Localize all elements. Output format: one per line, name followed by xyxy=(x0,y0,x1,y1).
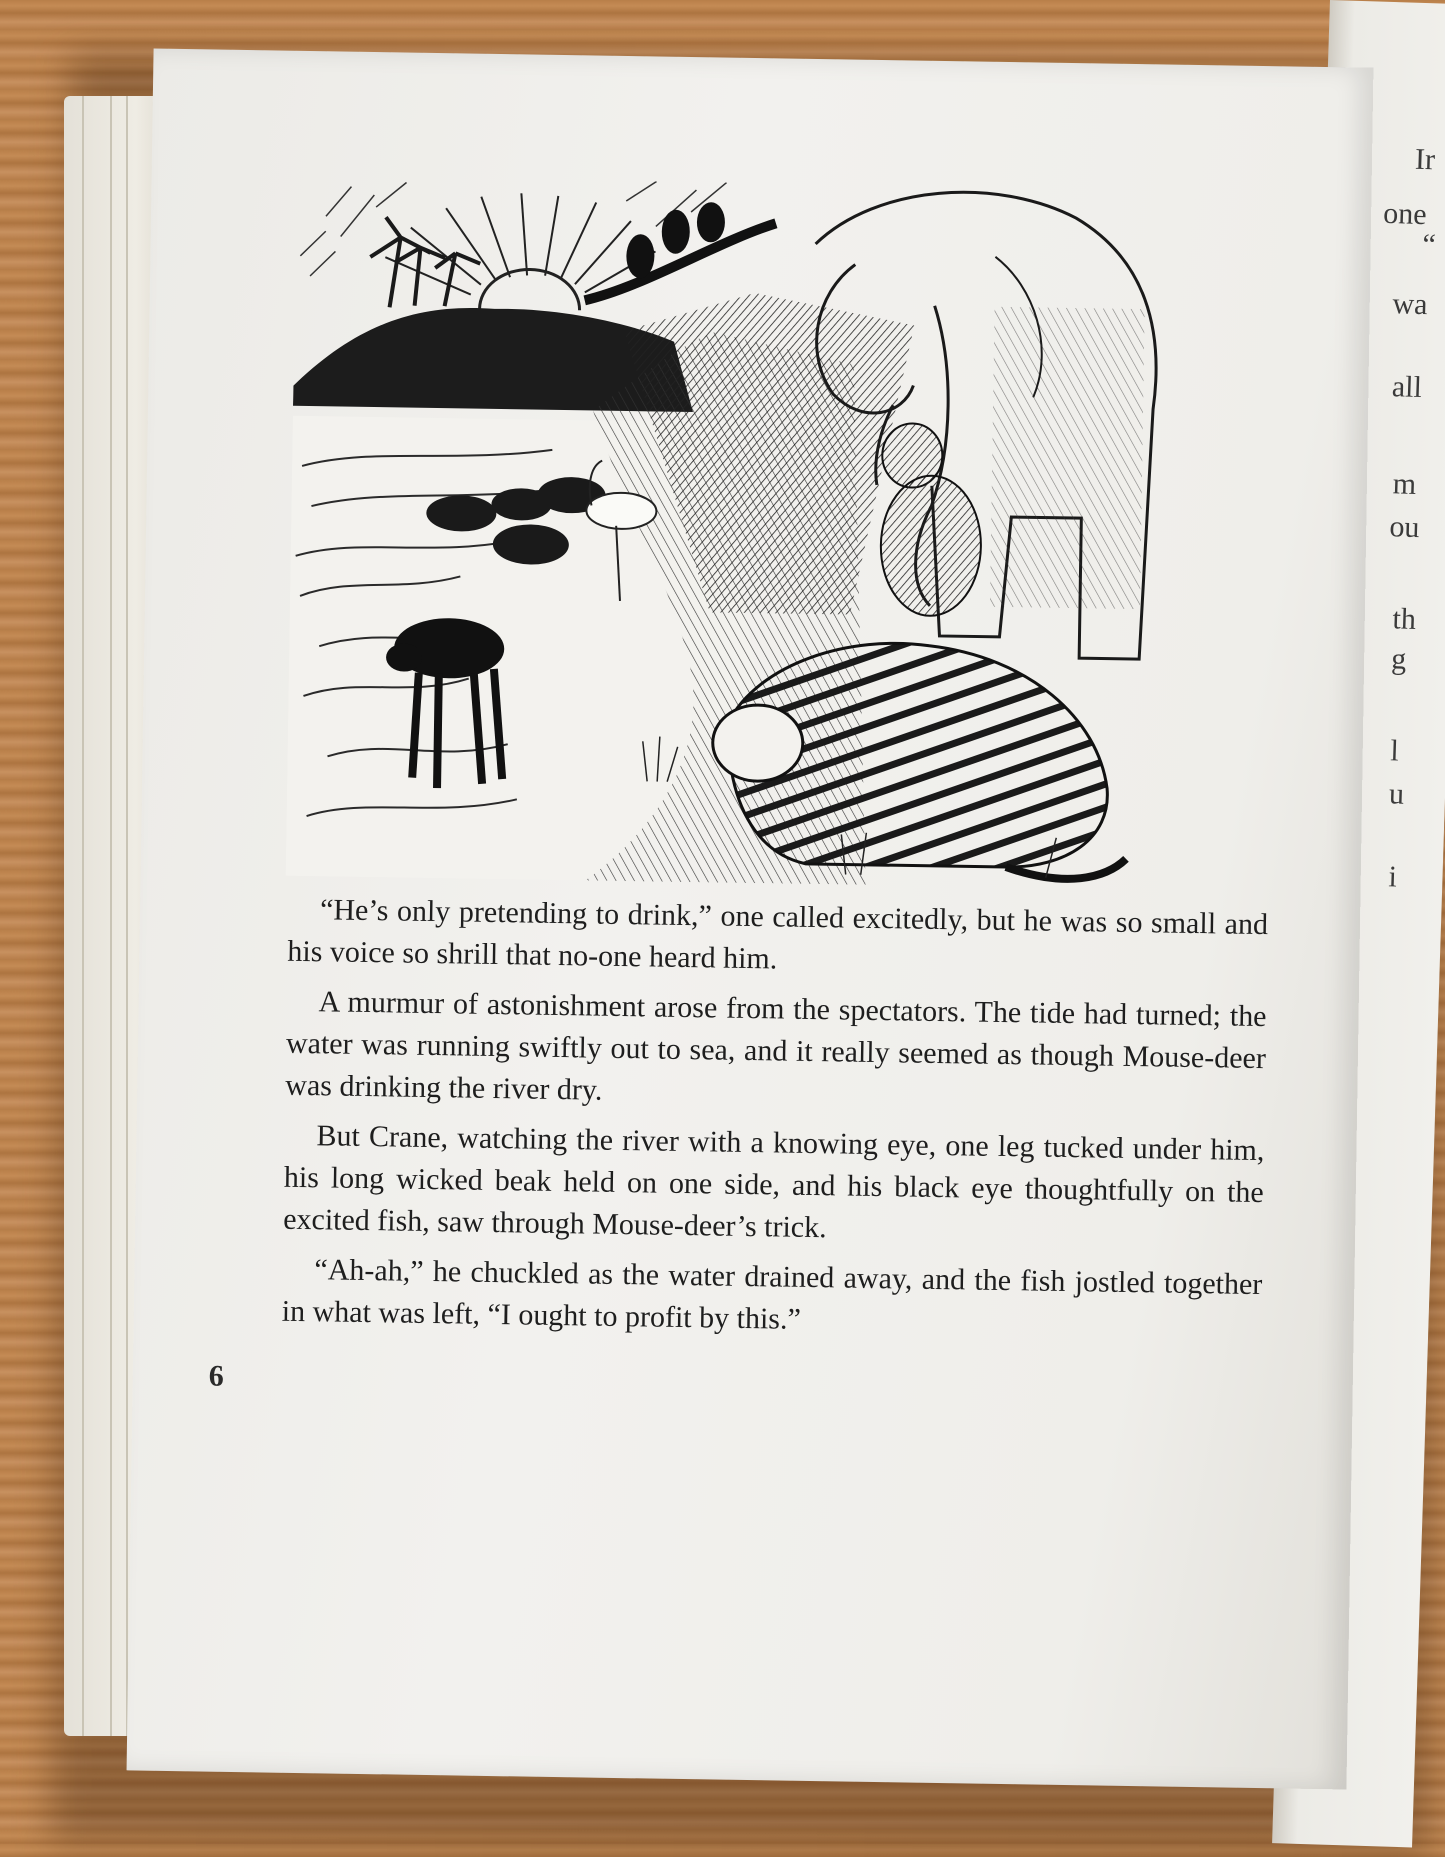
facing-page-fragment: th xyxy=(1392,602,1417,636)
facing-page-fragment: m xyxy=(1392,467,1417,501)
facing-page-fragment: g xyxy=(1390,642,1407,676)
facing-page-fragment: wa xyxy=(1391,287,1428,322)
palm-trees xyxy=(370,217,481,309)
paragraph: But Crane, watching the river with a knowing eye, one leg tucked under him, his long wicked beak held on one side, and his black eye thoughtfully on the excited fish, saw through Mouse-deer’s trick. xyxy=(282,1119,1265,1245)
facing-page-fragment: “ xyxy=(1421,228,1437,262)
facing-page-fragment: u xyxy=(1388,777,1405,811)
facing-page-fragment: l xyxy=(1389,734,1400,768)
page-edge-line xyxy=(110,96,112,1736)
elephant-shading xyxy=(990,307,1145,609)
tiger-figure xyxy=(711,641,1130,880)
page-edge-line xyxy=(82,96,84,1736)
story-text xyxy=(281,889,1268,1356)
jungle-river-illustration xyxy=(286,176,1277,891)
paragraph: A murmur of astonishment arose from the spectators. The tide had turned; the water was running swiftly out to sea, and it really seemed as though Mouse-deer was drinking the river dry. xyxy=(285,985,1267,1107)
rising-sun xyxy=(480,269,581,311)
page-number: 6 xyxy=(208,1359,225,1393)
facing-page-fragment: Ir xyxy=(1414,142,1436,177)
bird-branch xyxy=(585,200,777,303)
facing-page-fragment: i xyxy=(1387,860,1398,894)
book-page xyxy=(127,49,1374,1790)
sun-rays xyxy=(385,191,657,297)
paragraph: “Ah-ah,” he chuckled as the water drained away, and the fish jostled together in what was left, “I ought to profit by this.” xyxy=(281,1253,1263,1336)
facing-page-fragment: ou xyxy=(1388,510,1420,545)
paragraph: “He’s only pretending to drink,” one called excitedly, but he was so small and his voice so shrill that no-one heard him. xyxy=(287,893,1269,976)
monkey-figure xyxy=(880,423,983,617)
facing-page-fragment: all xyxy=(1391,370,1423,405)
facing-page-fragment: one xyxy=(1382,196,1428,232)
page-edge-line xyxy=(126,96,128,1736)
